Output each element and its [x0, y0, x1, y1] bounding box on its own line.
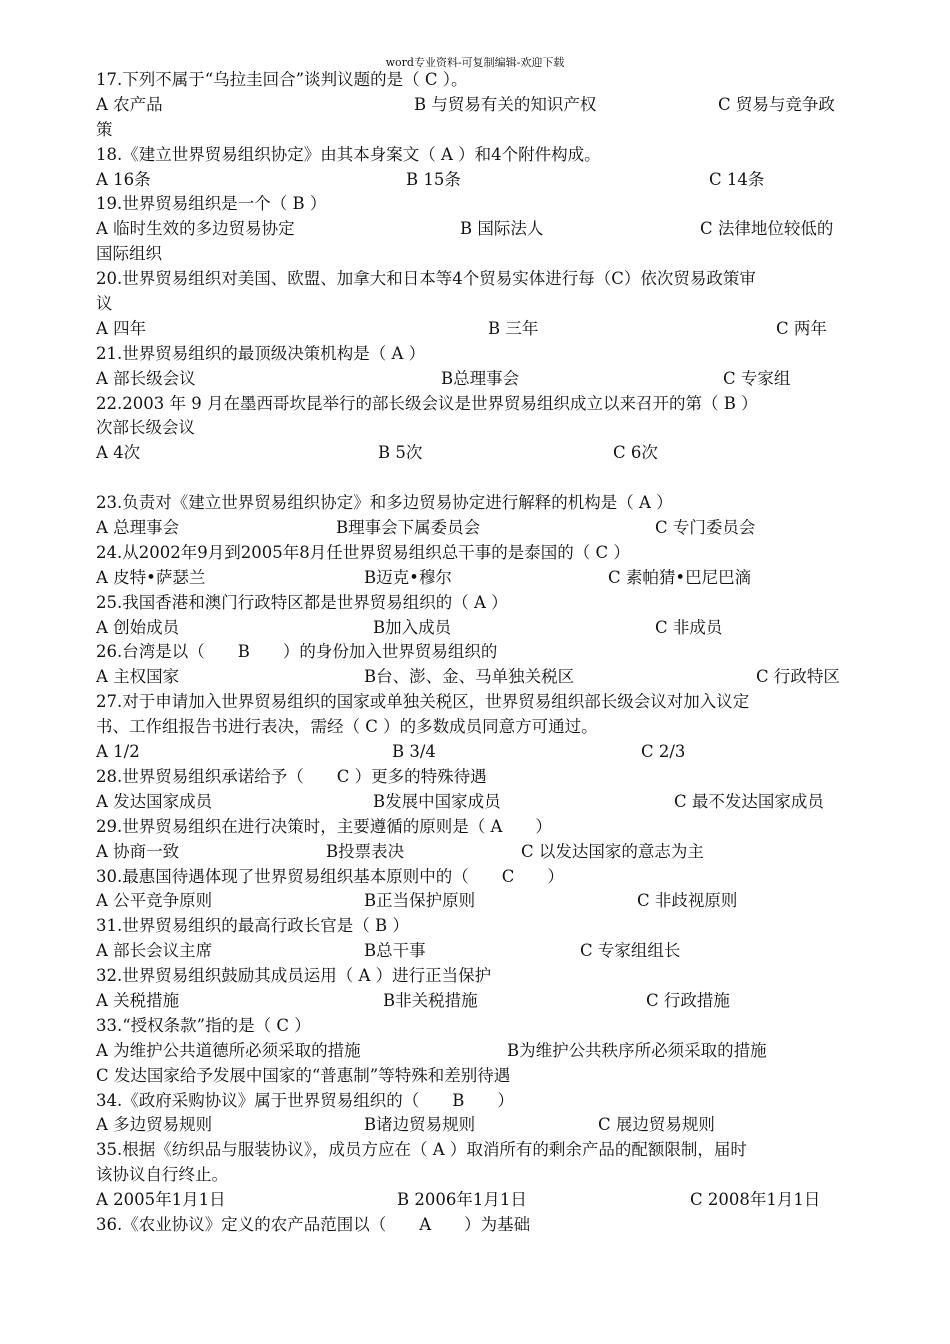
option-a: A 部长会议主席: [96, 941, 213, 961]
options-24: [96, 566, 858, 591]
option-b: B为维护公共秩序所必须采取的措施: [507, 1040, 767, 1060]
option-b: B诸边贸易规则: [364, 1115, 476, 1135]
option-a: A 1/2: [96, 742, 140, 762]
question-25: 25.我国香港和澳门行政特区都是世界贸易组织的（ A ）: [96, 592, 508, 612]
option-continuation: 国际组织: [96, 244, 162, 264]
options-25: [96, 616, 858, 641]
option-c: C 2008年1月1日: [690, 1190, 821, 1210]
question-31: 31.世界贸易组织的最高行政长官是（ B ）: [96, 916, 409, 936]
option-a: A 为维护公共道德所必须采取的措施: [96, 1040, 361, 1060]
option-c-line: C 发达国家给予发展中国家的“普惠制”等特殊和差别待遇: [96, 1065, 511, 1085]
option-a: A 创始成员: [96, 617, 180, 637]
question-36: 36.《农业协议》定义的农产品范围以（ A ）为基础: [96, 1214, 531, 1234]
question-29: 29.世界贸易组织在进行决策时，主要遵循的原则是（ A ）: [96, 816, 552, 836]
option-b: B加入成员: [373, 617, 452, 637]
option-c: C 6次: [613, 443, 658, 463]
option-b: B迈克•穆尔: [364, 567, 452, 587]
options-17: [96, 93, 858, 118]
option-b: B投票表决: [326, 841, 405, 861]
option-a: A 部长级会议: [96, 368, 196, 388]
option-c: C 非歧视原则: [637, 891, 738, 911]
option-b: B 3/4: [392, 742, 436, 762]
option-b: B 2006年1月1日: [397, 1190, 527, 1210]
options-34: [96, 1113, 858, 1138]
option-c: C 14条: [709, 169, 765, 189]
option-c: C 专门委员会: [655, 518, 756, 538]
options-19: [96, 217, 858, 242]
question-35: 35.根据《纺织品与服装协议》，成员方应在（ A ）取消所有的剩余产品的配额限制，届时: [96, 1140, 747, 1160]
options-20: [96, 317, 858, 342]
option-a: A 公平竞争原则: [96, 891, 213, 911]
options-30: [96, 889, 858, 914]
options-21: [96, 367, 858, 392]
option-b: B正当保护原则: [364, 891, 476, 911]
option-a: A 总理事会: [96, 518, 180, 538]
option-b: B发展中国家成员: [373, 791, 501, 811]
option-a: A 4次: [96, 443, 141, 463]
option-c: C 贸易与竞争政: [718, 94, 835, 114]
options-27: [96, 740, 858, 765]
option-b: B总理事会: [441, 368, 520, 388]
question-23: 23.负责对《建立世界贸易组织协定》和多边贸易协定进行解释的机构是（ A ）: [96, 493, 673, 513]
option-continuation: 策: [96, 119, 113, 139]
question-19: 19.世界贸易组织是一个（ B ）: [96, 194, 327, 214]
option-c: C 展边贸易规则: [598, 1115, 715, 1135]
option-c: C 两年: [776, 318, 827, 338]
option-a: A 发达国家成员: [96, 791, 213, 811]
question-22-cont: 次部长级会议: [96, 418, 195, 438]
question-27: 27.对于申请加入世界贸易组织的国家或单独关税区，世界贸易组织部长级会议对加入议定: [96, 692, 750, 712]
question-24: 24.从2002年9月到2005年8月任世界贸易组织总干事的是泰国的（ C ）: [96, 542, 630, 562]
question-26: 26.台湾是以（ B ）的身份加入世界贸易组织的: [96, 642, 498, 662]
option-b: B 与贸易有关的知识产权: [414, 94, 597, 114]
option-b: B 15条: [406, 169, 461, 189]
option-c: C 专家组组长: [580, 941, 681, 961]
question-27-cont: 书、工作组报告书进行表决，需经（ C ）的多数成员同意方可通过。: [96, 717, 598, 737]
options-18: [96, 168, 858, 193]
option-a: A 2005年1月1日: [96, 1190, 226, 1210]
question-34: 34.《政府采购协议》属于世界贸易组织的（ B ）: [96, 1090, 514, 1110]
option-c: C 行政措施: [646, 990, 730, 1010]
question-33: 33.“授权条款”指的是（ C ）: [96, 1015, 311, 1035]
option-c: C 素帕猜•巴尼巴滴: [608, 567, 752, 587]
question-35-cont: 该协议自行终止。: [96, 1165, 228, 1185]
question-28: 28.世界贸易组织承诺给予（ C ）更多的特殊待遇: [96, 766, 487, 786]
option-a: A 主权国家: [96, 667, 180, 687]
question-21: 21.世界贸易组织的最顶级决策机构是（ A ）: [96, 343, 426, 363]
option-a: A 农产品: [96, 94, 163, 114]
option-b: B总干事: [364, 941, 426, 961]
options-26: [96, 665, 858, 690]
option-b: B 三年: [488, 318, 539, 338]
options-33: [96, 1039, 858, 1064]
option-a: A 皮特•萨瑟兰: [96, 567, 206, 587]
option-a: A 关税措施: [96, 990, 180, 1010]
question-list: [96, 68, 858, 1238]
spacer: [96, 466, 858, 491]
question-17: 17.下列不属于“乌拉圭回合”谈判议题的是（ C ）。: [96, 70, 468, 89]
option-a: A 四年: [96, 318, 147, 338]
option-a: A 临时生效的多边贸易协定: [96, 219, 295, 239]
option-b: B理事会下属委员会: [336, 518, 481, 538]
option-c: C 最不发达国家成员: [674, 791, 824, 811]
question-30: 30.最惠国待遇体现了世界贸易组织基本原则中的（ C ）: [96, 866, 564, 886]
option-c: C 2/3: [641, 742, 686, 762]
option-b: B 国际法人: [460, 219, 544, 239]
option-b: B非关税措施: [383, 990, 478, 1010]
option-c: C 行政特区: [756, 667, 840, 687]
options-31: [96, 939, 858, 964]
question-32: 32.世界贸易组织鼓励其成员运用（ A ）进行正当保护: [96, 966, 492, 986]
question-18: 18.《建立世界贸易组织协定》由其本身案文（ A ）和4个附件构成。: [96, 144, 601, 164]
question-22: 22.2003 年 9 月在墨西哥坎昆举行的部长级会议是世界贸易组织成立以来召开的第（ B ）: [96, 393, 758, 413]
option-c: C 法律地位较低的: [700, 219, 834, 239]
question-20: 20.世界贸易组织对美国、欧盟、加拿大和日本等4个贸易实体进行每（C）依次贸易政策审: [96, 269, 756, 289]
option-a: A 多边贸易规则: [96, 1115, 213, 1135]
options-22: [96, 441, 858, 466]
options-28: [96, 790, 858, 815]
options-23: [96, 516, 858, 541]
question-20-cont: 议: [96, 294, 113, 314]
option-c: C 专家组: [723, 368, 791, 388]
option-c: C 非成员: [655, 617, 723, 637]
option-b: B 5次: [378, 443, 423, 463]
options-35: [96, 1188, 858, 1213]
option-b: B台、澎、金、马单独关税区: [364, 667, 575, 687]
option-a: A 协商一致: [96, 841, 180, 861]
page-header: word专业资料-可复制编辑-欢迎下载: [385, 56, 565, 69]
options-29: [96, 840, 858, 865]
options-32: [96, 989, 858, 1014]
option-c: C 以发达国家的意志为主: [521, 841, 704, 861]
option-a: A 16条: [96, 169, 151, 189]
